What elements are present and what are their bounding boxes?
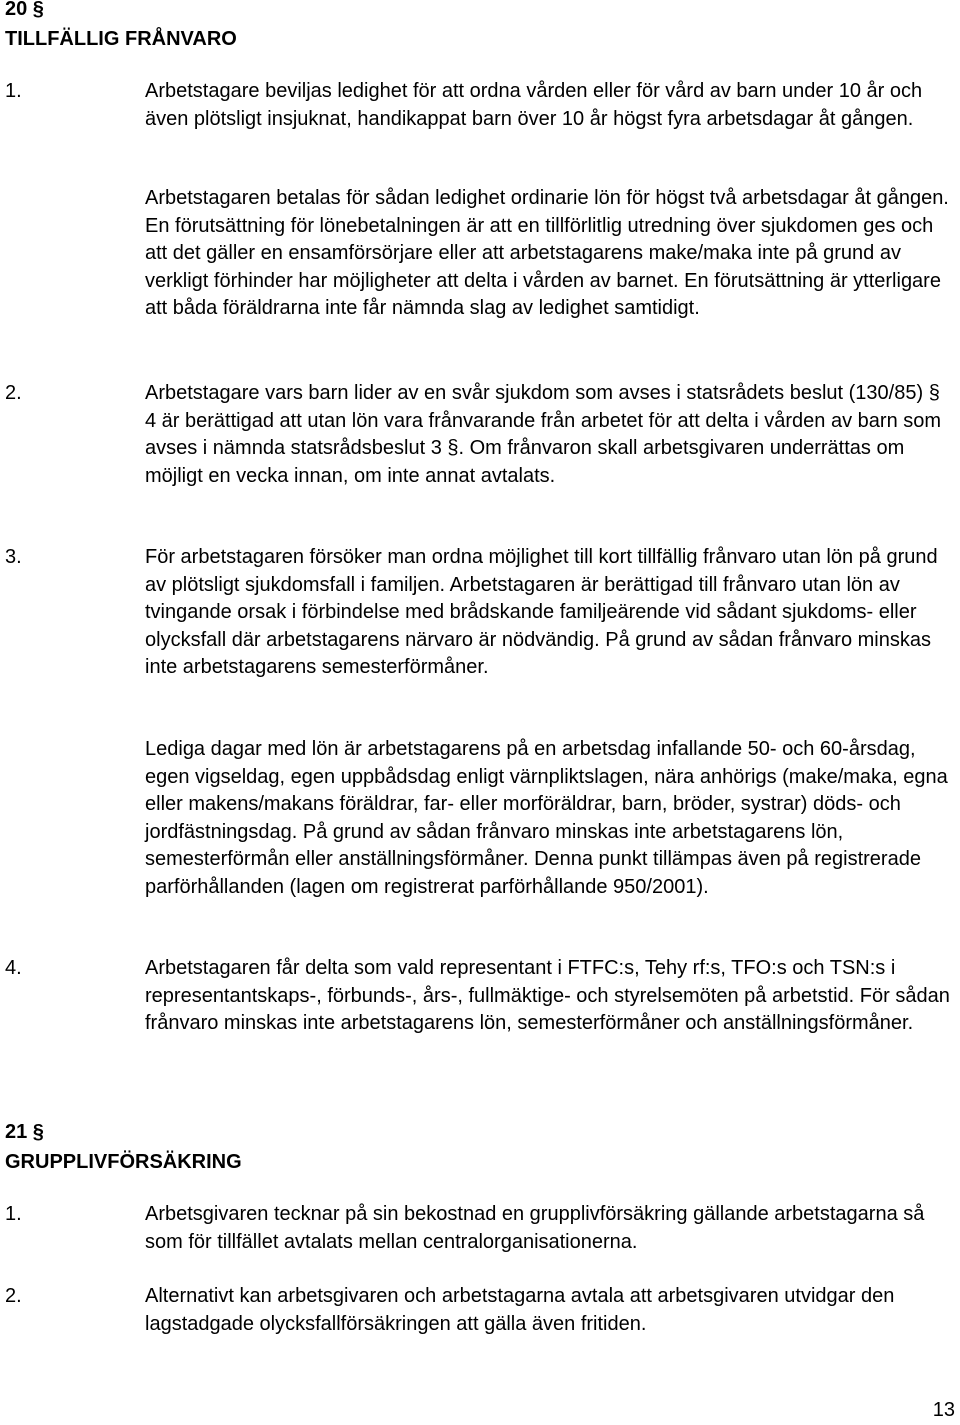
- list-item-20-2: [5, 380, 955, 490]
- list-item-text: Arbetstagare beviljas ledighet för att ordna vården eller för vård av barn under 10 år och även plötsligt insjuknat, handikappat barn över 10 år högst fyra arbetsdagar åt gången.: [145, 80, 923, 130]
- list-item-text: Alternativt kan arbetsgivaren och arbetstagarna avtala att arbetsgivaren utvidgar den lagstadgade olycksfallförsäkringen att gälla även fritiden.: [145, 1285, 895, 1335]
- paragraph-20-3-extra: Lediga dagar med lön är arbetstagarens på en arbetsdag infallande 50- och 60-årsdag, egen vigseldag, egen uppbådsdag enligt värnpliktslagen, nära anhörigs (make/maka, egna eller makens/makans föräldrar, far- eller morföräldrar, barn, bröder, systrar) döds- och jordfästningsdag. På grund av sådan frånvaro minskas inte arbetstagarens lön, semesterförmån eller anställningsförmåner. Denna punkt tillämpas även på registrerade parförhållanden (lagen om registrerat parförhållande 950/2001).: [145, 738, 948, 898]
- page-number: 13: [932, 1399, 955, 1421]
- list-item-text: Arbetstagaren får delta som vald representant i FTFC:s, Tehy rf:s, TFO:s och TSN:s i representantskaps-, förbunds-, års-, fullmäktige- och styrelsemöten på arbetstid. För sådan frånvaro minskas inte arbetstagarens lön, semesterförmåner och anställningsförmåner.: [145, 957, 950, 1034]
- paragraph-20-1-extra: Arbetstagaren betalas för sådan ledighet ordinarie lön för högst två arbetsdagar åt gången. En förutsättning för lönebetalningen är att en tillförlitlig utredning över sjukdomen ges och att det gäller en ensamförsörjare eller att arbetstagarens make/maka inte på grund av verkligt förhinder har möjligheter att delta i vården av barnet. En förutsättning är ytterligare att båda föräldrarna inte får nämnda slag av ledighet samtidigt.: [145, 187, 949, 319]
- section-number: 20 §: [5, 0, 44, 20]
- list-item-20-1: [5, 78, 955, 133]
- section-heading-21: [5, 1117, 242, 1177]
- list-item-20-4: [5, 955, 955, 1038]
- list-item-marker: 4.: [5, 957, 22, 979]
- section-number: 21 §: [5, 1121, 44, 1143]
- section-title: GRUPPLIVFÖRSÄKRING: [5, 1151, 242, 1173]
- list-item-marker: 1.: [5, 80, 22, 102]
- list-item-marker: 2.: [5, 1285, 22, 1307]
- list-item-text: För arbetstagaren försöker man ordna möjlighet till kort tillfällig frånvaro utan lön på grund av plötsligt sjukdomsfall i familjen. Arbetstagaren är berättigad till frånvaro utan lön av tvingande orsak i förbindelse med brådskande familjeärende vid sådant sjukdoms- eller olycksfall där arbetstagarens närvaro är nödvändig. På grund av sådan frånvaro minskas inte arbetstagarens semesterförmåner.: [145, 546, 938, 678]
- list-item-21-1: [5, 1201, 955, 1256]
- list-item-marker: 2.: [5, 382, 22, 404]
- section-heading-20: [5, 0, 237, 54]
- list-item-text: Arbetstagare vars barn lider av en svår sjukdom som avses i statsrådets beslut (130/85) § 4 är berättigad att utan lön vara frånvarande från arbetet för att delta i vården av barn som avses i nämnda statsrådsbeslut 3 §. Om frånvaron skall arbetsgivaren underrättas om möjligt en vecka innan, om inte annat avtalats.: [145, 382, 942, 487]
- list-item-21-2: [5, 1283, 955, 1338]
- list-item-marker: 1.: [5, 1203, 22, 1225]
- list-item-20-3: [5, 544, 955, 682]
- list-item-text: Arbetsgivaren tecknar på sin bekostnad en grupplivförsäkring gällande arbetstagarna så som för tillfället avtalats mellan centralorganisationerna.: [145, 1203, 925, 1253]
- list-item-marker: 3.: [5, 546, 22, 568]
- section-title: TILLFÄLLIG FRÅNVARO: [5, 28, 237, 50]
